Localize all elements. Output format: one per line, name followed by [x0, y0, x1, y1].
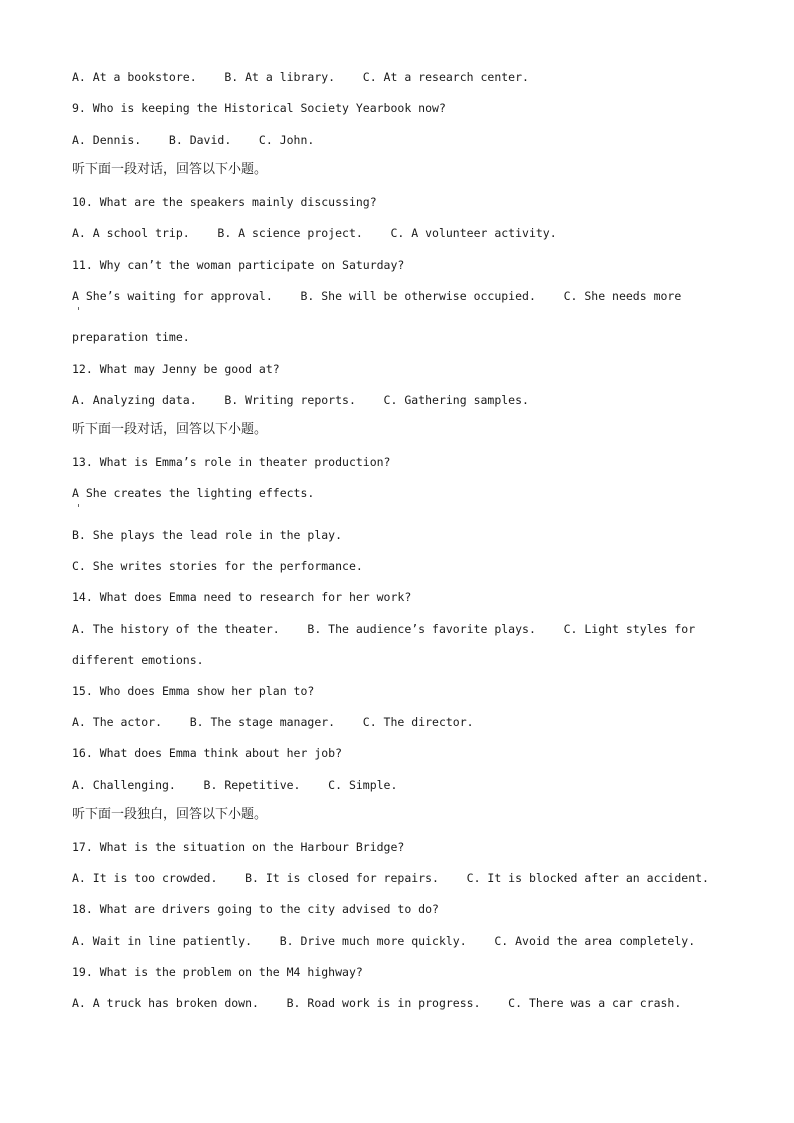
q19-options: A. A truck has broken down. B. Road work is in progress. C. There was a car crash. — [72, 996, 682, 1010]
q12-options: A. Analyzing data. B. Writing reports. C. Gathering samples. — [72, 393, 529, 407]
q11-options-continued: preparation time. — [72, 330, 190, 344]
section-instruction: 听下面一段独白，回答以下小题。 — [72, 807, 268, 822]
q13-question: 13. What is Emma’s role in theater production? — [72, 455, 391, 469]
q8-options: A. At a bookstore. B. At a library. C. At a research center. — [72, 70, 529, 84]
q11-question: 11. Why can’t the woman participate on Saturday? — [72, 258, 405, 272]
q10-options: A. A school trip. B. A science project. C. A volunteer activity. — [72, 226, 557, 240]
q13-option-c: C. She writes stories for the performance. — [72, 559, 363, 573]
q15-question: 15. Who does Emma show her plan to? — [72, 684, 315, 698]
q16-options: A. Challenging. B. Repetitive. C. Simple. — [72, 778, 398, 792]
stray-mark — [78, 307, 79, 310]
q9-options: A. Dennis. B. David. C. John. — [72, 133, 315, 147]
q19-question: 19. What is the problem on the M4 highway? — [72, 965, 363, 979]
q11-options: A She’s waiting for approval. B. She will be otherwise occupied. C. She needs more — [72, 289, 682, 303]
q14-question: 14. What does Emma need to research for her work? — [72, 590, 412, 604]
q10-question: 10. What are the speakers mainly discussing? — [72, 195, 377, 209]
q14-options-continued: different emotions. — [72, 653, 204, 667]
q13-option-b: B. She plays the lead role in the play. — [72, 528, 343, 542]
q18-options: A. Wait in line patiently. B. Drive much more quickly. C. Avoid the area completely. — [72, 934, 696, 948]
q13-option-a: A She creates the lighting effects. — [72, 486, 315, 500]
q16-question: 16. What does Emma think about her job? — [72, 746, 343, 760]
section-instruction: 听下面一段对话，回答以下小题。 — [72, 162, 268, 177]
q17-options: A. It is too crowded. B. It is closed for repairs. C. It is blocked after an accident. — [72, 871, 709, 885]
stray-mark — [78, 504, 79, 507]
q15-options: A. The actor. B. The stage manager. C. The director. — [72, 715, 474, 729]
section-instruction: 听下面一段对话，回答以下小题。 — [72, 422, 268, 437]
q18-question: 18. What are drivers going to the city advised to do? — [72, 902, 439, 916]
q14-options: A. The history of the theater. B. The audience’s favorite plays. C. Light styles for — [72, 622, 696, 636]
q12-question: 12. What may Jenny be good at? — [72, 362, 280, 376]
q9-question: 9. Who is keeping the Historical Society Yearbook now? — [72, 101, 446, 115]
q17-question: 17. What is the situation on the Harbour Bridge? — [72, 840, 405, 854]
